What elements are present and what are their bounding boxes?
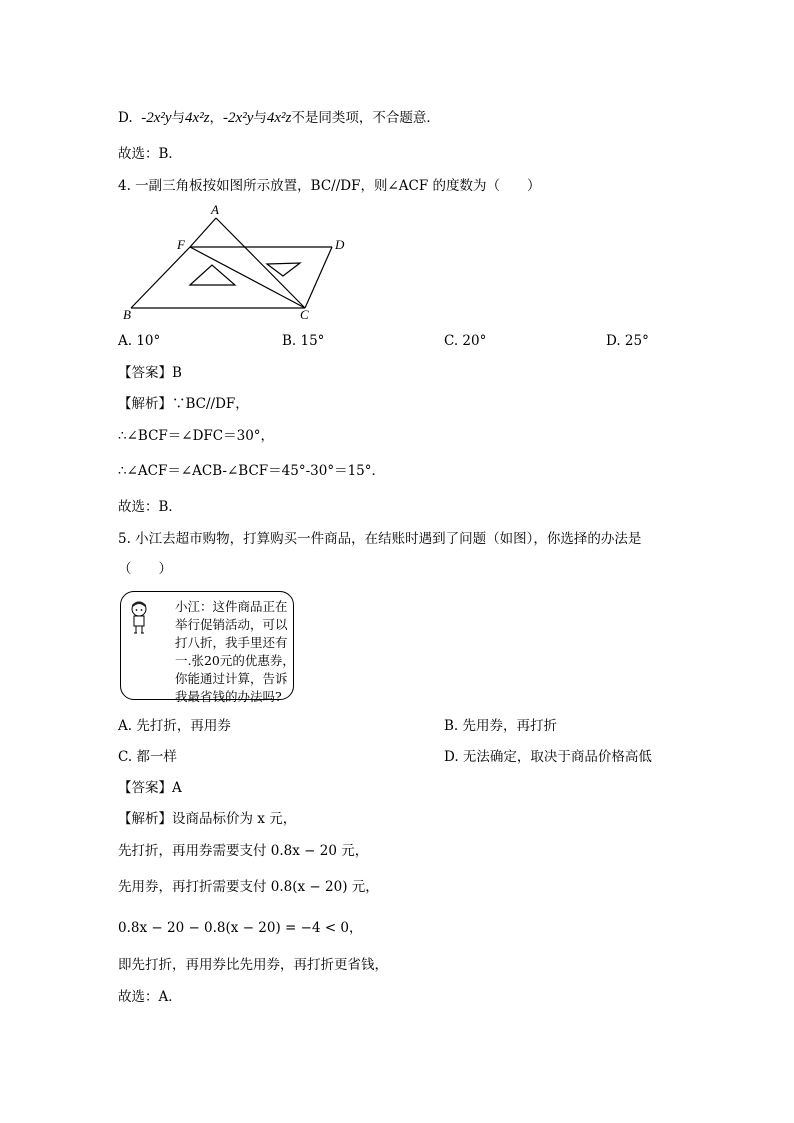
q4-option-c: C. 20°: [444, 333, 487, 349]
q5-analysis-5: 即先打折，再用券比先用券，再打折更省钱，: [118, 957, 388, 973]
line-dc: [305, 247, 332, 308]
q4-analysis-3: ∴∠ACF＝∠ACB-∠BCF＝45°-30°＝15°．: [118, 463, 385, 479]
q3-conclusion: 不是同类项，不合题意．: [291, 110, 440, 126]
q5-analysis-3: 先用券，再打折需要支付 0.8(x − 20) 元，: [118, 879, 379, 895]
bubble-line: 小江：这件商品正在: [175, 599, 288, 614]
q5-choose: 故选：A．: [118, 989, 182, 1005]
q3-option-d: [118, 109, 440, 127]
q4-answer: 【答案】B: [118, 365, 182, 381]
q4-option-a: A. 10°: [118, 333, 161, 349]
line-bf: [131, 247, 190, 308]
label-f: F: [177, 237, 185, 252]
bubble-line: 我最省钱的办法吗?: [175, 689, 282, 704]
q5-answer: 【答案】A: [118, 780, 182, 796]
bubble-line: 举行促销活动，可以: [175, 617, 288, 632]
label-b: B: [123, 307, 131, 322]
q4-option-b: B. 15°: [282, 333, 325, 349]
text-comma: ，: [209, 110, 224, 126]
label-a: A: [211, 202, 219, 217]
q5-analysis-2: 先打折，再用券需要支付 0.8x − 20 元，: [118, 843, 369, 859]
q5-analysis-1: 【解析】设商品标价为 x 元，: [118, 811, 297, 827]
triangle-set-figure: [118, 198, 358, 323]
q5-option-b: B. 先用券，再打折: [444, 718, 558, 734]
line-fc: [190, 247, 305, 308]
q4-stem: 4. 一副三角板按如图所示放置，BC//DF，则∠ACF 的度数为（ ）: [118, 178, 541, 194]
line-fa: [190, 218, 216, 247]
term-b-repeat: 4x²z: [266, 110, 292, 126]
text-and: 与: [171, 110, 186, 126]
bubble-text: [175, 598, 295, 706]
term-a: -2x²y: [141, 110, 172, 126]
bubble-line: 你能通过计算，告诉: [175, 671, 288, 686]
label-d: D: [335, 237, 345, 252]
bubble-line: 一.张20元的优惠券，: [175, 653, 295, 668]
q4-analysis-1: 【解析】∵BC//DF，: [118, 396, 249, 412]
bubble-line: 打八折，我手里还有: [175, 635, 288, 650]
term-a-repeat: -2x²y: [223, 110, 254, 126]
label-c: C: [300, 307, 309, 322]
q4-choose: 故选：B．: [118, 499, 182, 515]
q5-stem-line-2: （ ）: [118, 561, 172, 577]
q5-option-a: A. 先打折，再用券: [118, 718, 231, 734]
q5-stem-line-1: 5. 小江去超市购物，打算购买一件商品，在结账时遇到了问题（如图），你选择的办法是: [118, 531, 642, 547]
inner-triangle-left: [190, 265, 235, 285]
boy-icon: [128, 600, 150, 636]
q5-analysis-4: 0.8x − 20 − 0.8(x − 20) = −4 < 0，: [118, 920, 363, 936]
q5-option-c: C. 都一样: [118, 749, 177, 765]
q4-option-d: D. 25°: [606, 333, 649, 349]
q5-option-d: D. 无法确定，取决于商品价格高低: [444, 749, 652, 765]
text-and-2: 与: [253, 110, 267, 126]
q4-analysis-2: ∴∠BCF＝∠DFC＝30°，: [118, 428, 275, 444]
q3-choose: 故选：B．: [118, 146, 182, 162]
term-b: 4x²z: [185, 110, 210, 126]
q3-option-d-label: D.: [118, 110, 133, 126]
